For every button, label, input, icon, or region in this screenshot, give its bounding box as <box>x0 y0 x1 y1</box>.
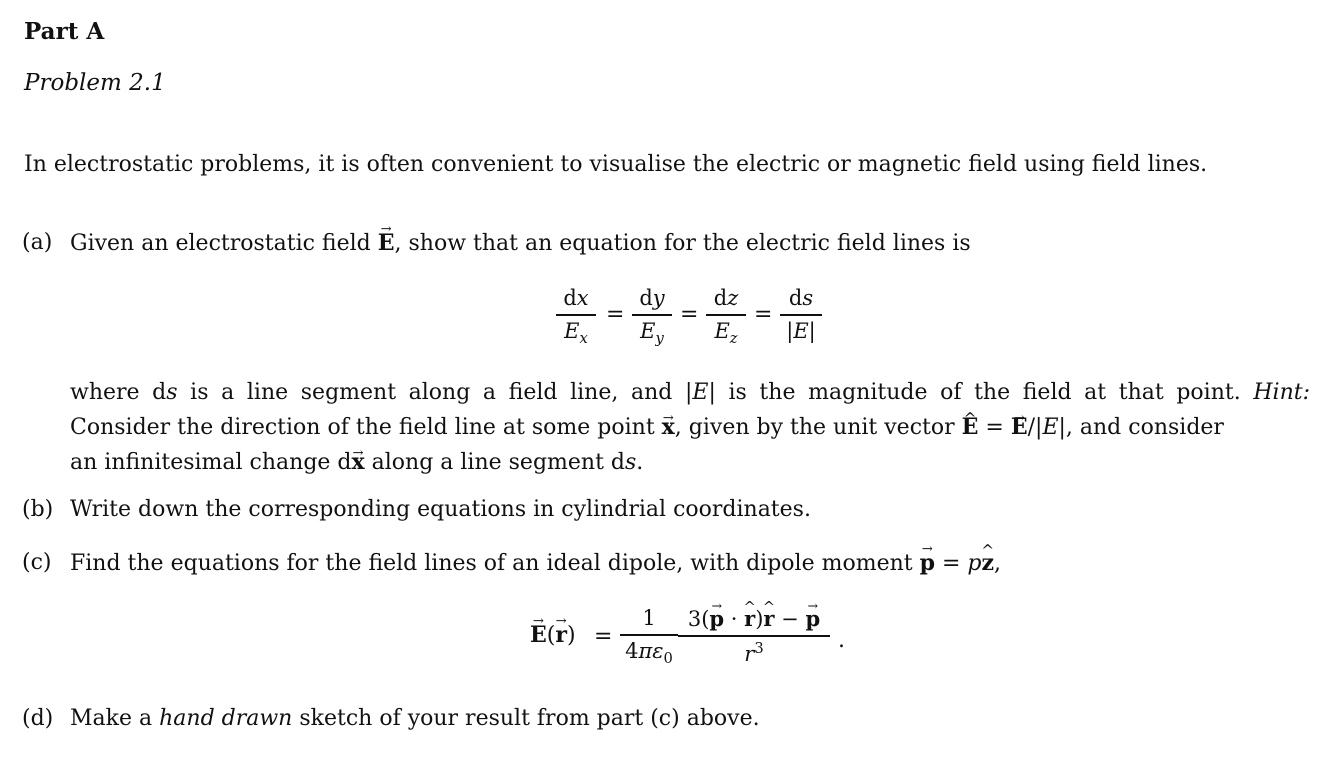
fraction-ds-abs-e: ds |E| <box>780 286 822 343</box>
equals-sign: = <box>754 302 773 327</box>
field-vector-symbol: → E <box>378 230 395 256</box>
item-c-text: Find the equations for the field lines of an ideal dipole, with dipole moment → p = p^ z, <box>70 550 1001 576</box>
item-a-text <box>70 230 971 256</box>
equals-sign: = <box>680 302 699 327</box>
equation-period: . <box>838 628 845 653</box>
explanation-line-2: Consider the direction of the field line at some point → x, given by the unit vector ^ E = → E/|E|, and consider <box>70 410 1310 445</box>
item-b-label: (b) <box>22 497 54 522</box>
hand-drawn-emphasis: hand drawn <box>159 706 293 731</box>
intro-paragraph: In electrostatic problems, it is often convenient to visualise the electric or magnetic field using field lines. <box>24 152 1208 177</box>
problem-title: Problem 2.1 <box>24 70 166 96</box>
item-a-text-after: , show that an equation for the electric field lines is <box>394 231 971 256</box>
item-c-label: (c) <box>22 550 52 575</box>
item-d-text: Make a hand drawn sketch of your result from part (c) above. <box>70 706 760 731</box>
fraction-dipole-numerator: 3(→ p · ^ r)^ r − → p $r^3$ <box>678 606 830 666</box>
explanation-line-3: an infinitesimal change d→ x along a line segment ds. <box>70 445 1310 480</box>
equals-sign: = <box>594 624 613 649</box>
explanation-line-1: where ds is a line segment along a field line, and |E| is the magnitude of the field at that point. Hint: <box>70 380 1310 405</box>
item-a-text-before: Given an electrostatic field <box>70 231 378 256</box>
dipole-moment-vector: → p <box>920 550 935 576</box>
item-a-explanation <box>70 376 1310 480</box>
equals-sign: = <box>606 302 625 327</box>
item-a-label: (a) <box>22 230 53 255</box>
fraction-dz-ez: dz $E_z$ <box>706 286 746 347</box>
dipole-equation-lhs: → E(→ r) <box>530 622 576 648</box>
item-d-label: (d) <box>22 706 54 731</box>
item-b-text: Write down the corresponding equations in cylindrial coordinates. <box>70 497 811 522</box>
fraction-one-over-four-pi-eps: 1 $4\pi\varepsilon_0$ <box>620 606 678 667</box>
hint-label: Hint: <box>1253 380 1310 405</box>
fraction-dx-ex: dx $E_x$ <box>556 286 596 347</box>
part-title: Part A <box>24 18 105 45</box>
fraction-dy-ey: dy $E_y$ <box>632 286 672 347</box>
